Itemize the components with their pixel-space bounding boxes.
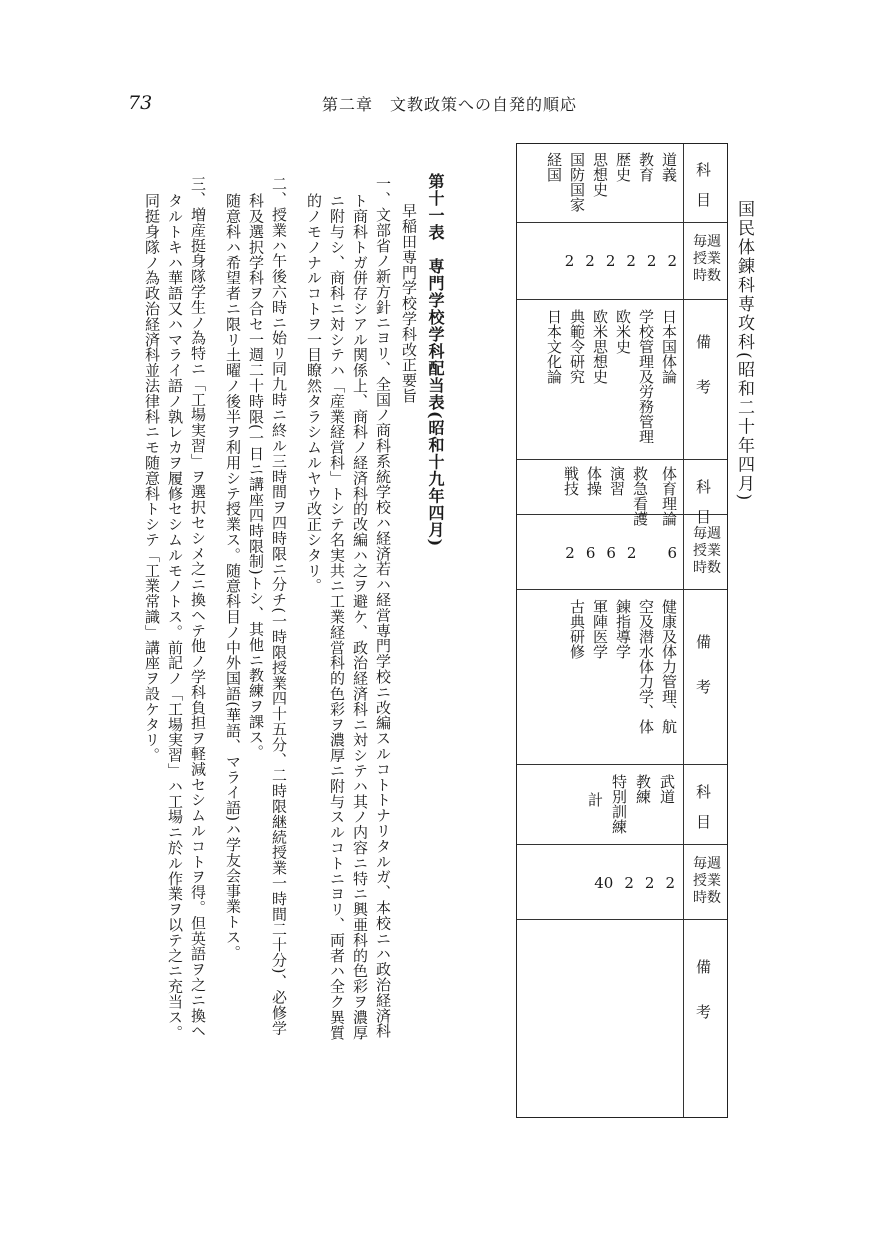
- subject-cell: 経国: [545, 152, 563, 182]
- body-line: ト商科トガ併存シアル関係上、商科ノ経済科的改編ハ之ヲ避ケ、政治経済科ニ対シテハ其ノ内容ニ特ニ興亜科的色彩ヲ濃厚: [351, 193, 369, 1040]
- hours-cell: 2: [585, 252, 595, 270]
- course-table: [516, 143, 728, 1118]
- header-remarks: 備 考: [694, 334, 712, 394]
- subject-cell: 体操: [585, 466, 603, 496]
- hours-cell: 2: [665, 874, 675, 892]
- hours-cell: 40: [594, 874, 614, 892]
- subject-cell: 教育: [637, 152, 655, 182]
- subject-cell: 特別訓練: [610, 774, 628, 834]
- header-weekly-hours: 毎週 授業 時数: [693, 234, 721, 284]
- hours-cell: 6: [667, 544, 677, 562]
- body-line: 二、授業ハ午後六時ニ始リ同九時ニ終ル三時間ヲ四時限ニ分チ(一時限授業四十五分、二時限継続授業一時間二十分)、必修学: [270, 176, 288, 1036]
- subject-cell: 体育理論: [660, 466, 678, 526]
- hours-cell: 2: [565, 544, 575, 562]
- hours-cell: 6: [585, 544, 596, 562]
- remark-cell: 軍陣医学: [591, 599, 609, 659]
- body-line: 三、増産挺身隊学生ノ為特ニ「工場実習」ヲ選択セシメ之ニ換ヘテ他ノ学科負担ヲ軽減セシムルコトヲ得。但英語ヲ之ニ換ヘ: [189, 176, 207, 1039]
- body-line: 随意科ハ希望者ニ限リ土曜ノ後半ヲ利用シテ授業ス。随意科目ノ中外国語(華語、マライ語)ハ学友会事業トス。: [224, 193, 242, 961]
- page-number: 73: [128, 92, 153, 114]
- section-title: 第十一表 専門学校学科配当表(昭和十九年四月): [426, 173, 445, 548]
- header-subject: 科 目: [694, 479, 712, 524]
- group1-hours: [525, 252, 677, 270]
- hours-cell: 2: [605, 252, 616, 270]
- group2-hours: [525, 544, 677, 562]
- body-line: 的ノモノナルコトヲ一目瞭然タラシムルヤウ改正シタリ。: [305, 193, 323, 594]
- divider: [517, 589, 727, 590]
- remark-cell: 欧米思想史: [591, 309, 609, 384]
- header-subject: 科 目: [694, 784, 712, 829]
- header-weekly-hours: 毎週 授業 時数: [693, 526, 721, 576]
- subject-cell: 救急看護: [631, 466, 649, 526]
- hours-cell: 2: [624, 874, 634, 892]
- remark-cell: 日本国体論: [660, 309, 678, 384]
- header-remarks: 備 考: [694, 959, 712, 1019]
- subject-cell: 教練: [634, 774, 652, 804]
- subject-cell: 計: [586, 792, 604, 807]
- divider: [517, 919, 727, 920]
- remark-cell: 健康及体力管理、航: [660, 599, 678, 734]
- table-caption: 国民体錬科専攻科(昭和二十年四月): [734, 200, 754, 503]
- hours-cell: 2: [646, 252, 657, 270]
- hours-cell: 6: [606, 544, 616, 562]
- section-subtitle: 早稲田専門学校学科改正要旨: [400, 203, 418, 404]
- body-line: 同挺身隊ノ為政治経済科並法律科ニモ随意科トシテ「工業常識」講座ヲ設ケタリ。: [143, 193, 161, 763]
- remark-cell: 空及潜水体力学、体: [637, 599, 655, 734]
- hours-cell: 2: [626, 544, 637, 562]
- hours-cell: 2: [644, 874, 655, 892]
- body-line: 科及選択学科ヲ合セ一週二十時限(一日ニ講座四時限制)トシ、其他ニ教練ヲ課ス。: [247, 193, 265, 760]
- subject-cell: 道義: [660, 152, 678, 182]
- group2-remarks: [525, 599, 677, 759]
- remark-cell: 欧米史: [614, 309, 632, 354]
- group1-subjects: [525, 152, 677, 218]
- group2-subjects: [525, 466, 678, 526]
- body-line: ニ附与シ、商科ニ対シテハ「産業経営科」トシテ名実共ニ工業経営科的色彩ヲ濃厚ニ附与スルコトニヨリ、両者ハ全ク異質: [328, 193, 346, 1040]
- remark-cell: 古典研修: [568, 599, 586, 659]
- divider: [517, 844, 727, 845]
- divider: [517, 459, 727, 460]
- header-subject: 科 目: [694, 162, 712, 207]
- group3-hours: [525, 874, 677, 892]
- divider: [517, 222, 727, 223]
- hours-cell: [647, 544, 656, 562]
- remark-cell: 典範令研究: [568, 309, 586, 384]
- divider: [517, 299, 727, 300]
- remark-cell: 錬指導学: [614, 599, 632, 659]
- subject-cell: 武道: [658, 774, 676, 804]
- subject-cell: 戦技: [562, 466, 580, 496]
- subject-cell: 演習: [608, 466, 626, 496]
- header-weekly-hours: 毎週 授業 時数: [693, 856, 721, 906]
- hours-cell: 2: [667, 252, 677, 270]
- body-line: タルトキハ華語又ハマライ語ノ孰レカヲ履修セシムルモノトス。前記ノ「工場実習」ハ工場ニ於ル作業ヲ以テ之ニ充当ス。: [166, 193, 184, 1040]
- hours-cell: 2: [564, 252, 575, 270]
- header-remarks: 備 考: [694, 634, 712, 694]
- subject-cell: 思想史: [591, 152, 609, 197]
- remark-cell: 学校管理及労務管理: [637, 309, 655, 444]
- running-header: 第二章 文教政策への自発的順応: [322, 95, 578, 114]
- body-line: 一、文部省ノ新方針ニヨリ、全国ノ商科系統学校ハ経済若ハ経営専門学校ニ改編スルコトトナリタルガ、本校ニハ政治経済科: [374, 176, 392, 1039]
- group3-subjects: [525, 774, 677, 840]
- divider: [517, 764, 727, 765]
- subject-cell: 国防国家: [568, 152, 586, 212]
- hours-cell: 2: [626, 252, 636, 270]
- group1-remarks: [525, 309, 677, 454]
- remark-cell: 日本文化論: [545, 309, 563, 384]
- subject-cell: 歴史: [614, 152, 632, 182]
